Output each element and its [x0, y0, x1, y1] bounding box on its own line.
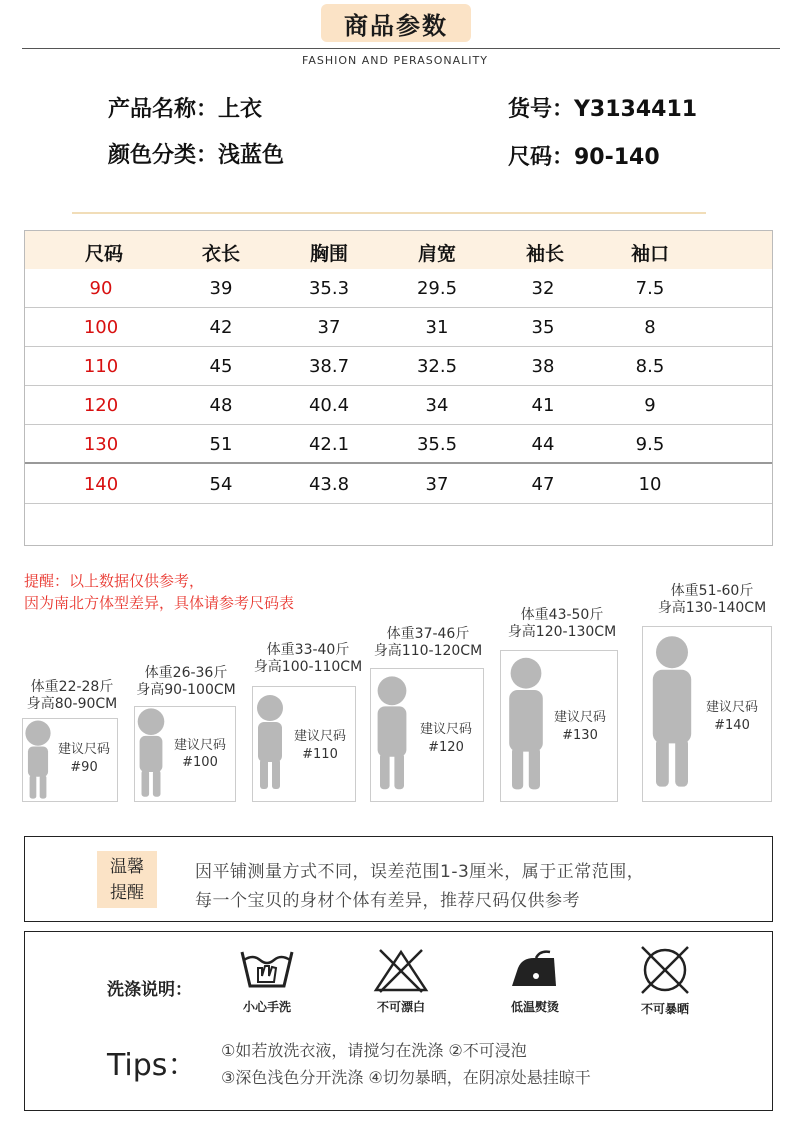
figure-weight: 体重37-46斤 — [386, 626, 470, 642]
product-color: 颜色分类：浅蓝色 — [108, 143, 285, 168]
table-cell: 44 — [531, 434, 555, 455]
table-cell-size: 110 — [83, 356, 119, 377]
table-cell: 8.5 — [635, 356, 665, 377]
warm-tip-label — [97, 851, 157, 908]
child-silhouette-icon — [132, 704, 170, 802]
reminder-line-2: 因为南北方体型差异，具体请参考尺码表 — [24, 594, 295, 612]
figure-weight: 体重43-50斤 — [520, 607, 604, 623]
child-silhouette-icon — [498, 648, 554, 802]
low-iron-label: 低温熨烫 — [510, 1000, 559, 1014]
child-silhouette-icon — [250, 684, 290, 802]
figure-rec-label: 建议尺码 — [293, 729, 346, 744]
title-divider — [22, 48, 780, 49]
table-cell: 40.4 — [308, 395, 350, 416]
table-cell: 47 — [531, 474, 555, 495]
table-cell-size: 130 — [83, 434, 119, 455]
no-sun-dry-item — [625, 944, 705, 1017]
table-cell: 45 — [209, 356, 233, 377]
figure-height: 身高80-90CM — [26, 696, 118, 712]
no-bleach-item — [361, 946, 441, 1015]
warm-tip-line-1: 因平铺测量方式不同，误差范围1-3厘米，属于正常范围， — [195, 862, 645, 882]
no-bleach-icon — [372, 946, 430, 994]
figure-height: 身高130-140CM — [657, 600, 767, 616]
figure-rec-label: 建议尺码 — [553, 710, 606, 725]
tips-line-2: ③深色浅色分开洗涤 ④切勿暴晒，在阴凉处悬挂晾干 — [221, 1068, 591, 1087]
tips-line-1: ①如若放洗衣液，请搅匀在洗涤 ②不可浸泡 — [221, 1041, 527, 1060]
figure-weight: 体重26-36斤 — [144, 665, 228, 681]
low-iron-item — [495, 946, 575, 1015]
table-cell: 34 — [425, 395, 449, 416]
table-cell-size: 120 — [83, 395, 119, 416]
no-sun-dry-label: 不可暴晒 — [640, 1002, 689, 1016]
table-row — [25, 347, 772, 386]
product-size-range: 尺码：90-140 — [508, 145, 660, 170]
table-cell: 37 — [425, 474, 449, 495]
table-cell: 43.8 — [308, 474, 350, 495]
table-cell: 32 — [531, 278, 555, 299]
figure-rec-size: #90 — [70, 760, 98, 775]
figure-rec-size: #110 — [302, 747, 338, 762]
table-cell: 9 — [644, 395, 656, 416]
table-row — [25, 465, 772, 504]
figure-rec-size: #140 — [714, 718, 750, 733]
child-silhouette-icon — [640, 624, 704, 802]
table-cell: 38 — [531, 356, 555, 377]
table-cell: 8 — [644, 317, 656, 338]
product-item-no: 货号：Y3134411 — [508, 97, 698, 122]
header-cell-sleeve: 袖长 — [525, 243, 564, 265]
low-iron-icon — [506, 946, 564, 994]
table-cell: 9.5 — [635, 434, 665, 455]
figure-height: 身高90-100CM — [136, 682, 236, 698]
hand-wash-item — [227, 946, 307, 1015]
table-cell: 54 — [209, 474, 233, 495]
tips-heading: Tips： — [107, 1048, 198, 1083]
table-cell-size: 90 — [89, 278, 113, 299]
table-cell: 32.5 — [416, 356, 458, 377]
header-cell-size: 尺码 — [84, 243, 123, 265]
figure-rec-size: #100 — [182, 755, 218, 770]
hand-wash-label: 小心手洗 — [242, 1000, 291, 1014]
table-cell: 10 — [638, 474, 662, 495]
table-cell: 35 — [531, 317, 555, 338]
table-row — [25, 308, 772, 347]
table-cell-size: 140 — [83, 474, 119, 495]
figure-weight: 体重33-40斤 — [266, 642, 350, 658]
figure-rec-label: 建议尺码 — [705, 700, 758, 715]
header-cell-cuff: 袖口 — [630, 243, 669, 265]
figure-rec-size: #130 — [562, 728, 598, 743]
table-cell: 42.1 — [308, 434, 350, 455]
warm-tip-line-2: 每一个宝贝的身材个体有差异，推荐尺码仅供参考 — [195, 891, 580, 911]
table-cell: 29.5 — [416, 278, 458, 299]
table-header — [25, 231, 772, 269]
table-cell: 38.7 — [308, 356, 350, 377]
no-bleach-label: 不可漂白 — [376, 1000, 425, 1014]
reminder-line-1: 提醒：以上数据仅供参考， — [24, 572, 205, 590]
size-table — [24, 230, 773, 546]
table-row — [25, 425, 772, 464]
table-cell: 48 — [209, 395, 233, 416]
header-cell-chest: 胸围 — [309, 243, 348, 265]
figure-rec-label: 建议尺码 — [173, 738, 226, 753]
gold-divider — [72, 212, 706, 214]
child-silhouette-icon — [368, 666, 416, 802]
figure-weight: 体重51-60斤 — [670, 583, 754, 599]
table-cell: 35.5 — [416, 434, 458, 455]
warm-tip-label-line-2: 提醒 — [110, 883, 144, 903]
hand-wash-icon — [238, 946, 296, 994]
figure-height: 身高110-120CM — [373, 643, 483, 659]
table-cell: 42 — [209, 317, 233, 338]
page-title: 商品参数 — [321, 4, 471, 42]
table-cell: 35.3 — [308, 278, 350, 299]
table-cell: 37 — [317, 317, 341, 338]
figure-height: 身高100-110CM — [253, 659, 363, 675]
warm-tip-box — [24, 836, 773, 922]
product-name: 产品名称：上衣 — [108, 97, 263, 122]
wash-title: 洗涤说明： — [107, 980, 192, 1000]
table-cell: 31 — [425, 317, 449, 338]
table-row — [25, 269, 772, 308]
table-cell: 7.5 — [635, 278, 665, 299]
no-sun-dry-icon — [636, 944, 694, 996]
wash-instructions-box — [24, 931, 773, 1111]
figure-height: 身高120-130CM — [507, 624, 617, 640]
table-cell-size: 100 — [83, 317, 119, 338]
table-cell: 39 — [209, 278, 233, 299]
table-row — [25, 386, 772, 425]
header-cell-shoulder: 肩宽 — [417, 243, 456, 265]
figure-rec-label: 建议尺码 — [419, 722, 472, 737]
figure-rec-label: 建议尺码 — [57, 742, 110, 757]
page-subtitle: FASHION AND PERASONALITY — [302, 54, 488, 67]
table-cell: 41 — [531, 395, 555, 416]
warm-tip-label-line-1: 温馨 — [110, 857, 144, 877]
header-cell-length: 衣长 — [201, 243, 240, 265]
child-silhouette-icon — [20, 718, 56, 802]
figure-weight: 体重22-28斤 — [30, 679, 114, 695]
table-cell: 51 — [209, 434, 233, 455]
figure-rec-size: #120 — [428, 740, 464, 755]
